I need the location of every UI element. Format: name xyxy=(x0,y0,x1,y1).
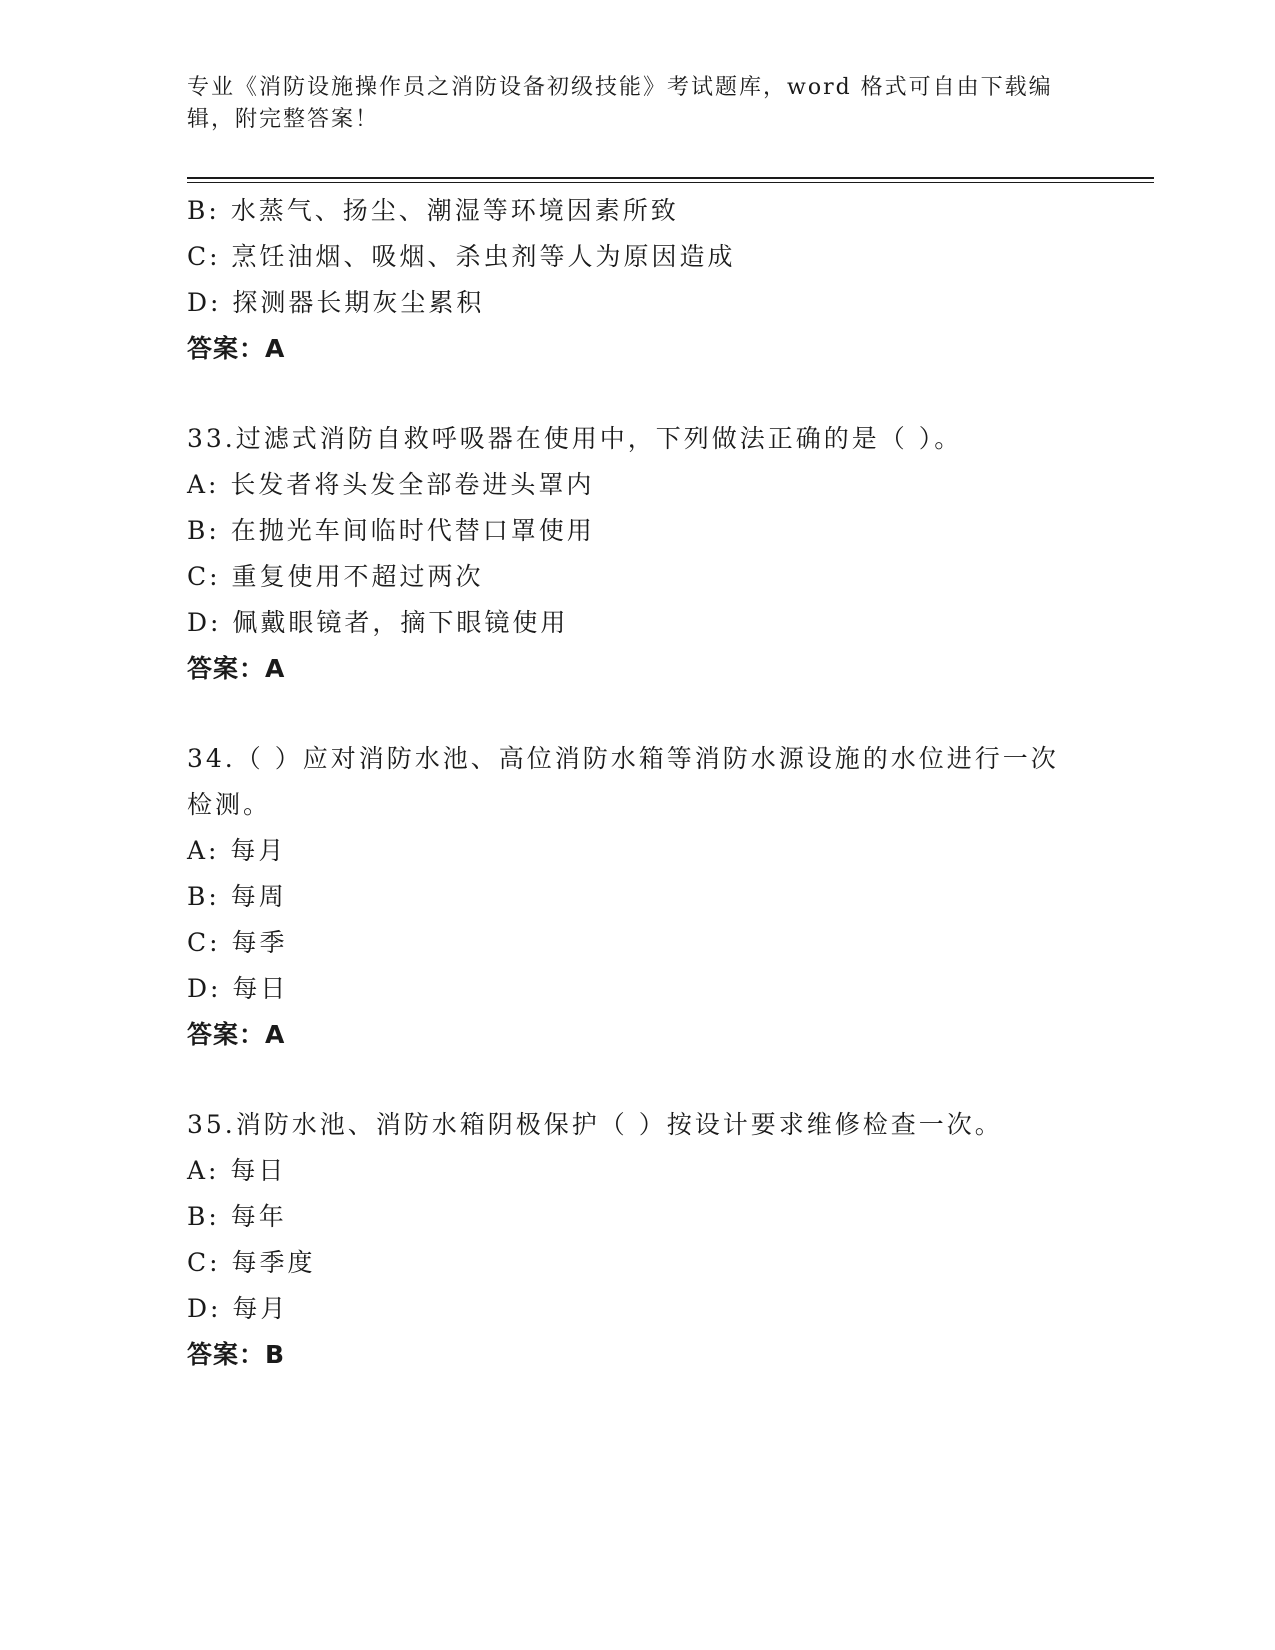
option-d: D: 每日 xyxy=(187,974,289,1003)
header-rule-thin xyxy=(187,182,1154,183)
option-a: A: 每日 xyxy=(187,1156,287,1185)
question-35-block xyxy=(187,1102,1087,1378)
answer-label: 答案：B xyxy=(187,1340,286,1369)
option-b: B: 每周 xyxy=(187,882,287,911)
option-d: D: 每月 xyxy=(187,1294,289,1323)
spacer xyxy=(187,372,1087,416)
header-rule-thick xyxy=(187,177,1154,179)
answer-label: 答案：A xyxy=(187,1020,286,1049)
option-b: B: 在抛光车间临时代替口罩使用 xyxy=(187,516,595,545)
option-d: D: 佩戴眼镜者，摘下眼镜使用 xyxy=(187,608,569,637)
option-c: C: 每季 xyxy=(187,928,288,957)
option-a: A: 每月 xyxy=(187,836,287,865)
question-text: 34.（ ）应对消防水池、高位消防水箱等消防水源设施的水位进行一次检测。 xyxy=(187,744,1059,819)
question-text: 35.消防水池、消防水箱阴极保护（ ）按设计要求维修检查一次。 xyxy=(187,1110,1003,1139)
question-33-block xyxy=(187,416,1087,692)
option-a: A: 长发者将头发全部卷进头罩内 xyxy=(187,470,595,499)
option-b: B: 水蒸气、扬尘、潮湿等环境因素所致 xyxy=(187,196,679,225)
question-text: 33.过滤式消防自救呼吸器在使用中，下列做法正确的是（ ）。 xyxy=(187,424,963,453)
option-c: C: 重复使用不超过两次 xyxy=(187,562,484,591)
spacer xyxy=(187,1058,1087,1102)
spacer xyxy=(187,692,1087,736)
question-32-block xyxy=(187,188,1087,372)
answer-label: 答案：A xyxy=(187,654,286,683)
answer-label: 答案：A xyxy=(187,334,286,363)
option-b: B: 每年 xyxy=(187,1202,287,1231)
question-34-block xyxy=(187,736,1087,1058)
option-c: C: 每季度 xyxy=(187,1248,316,1277)
question-list xyxy=(187,188,1087,1378)
document-header: 专业《消防设施操作员之消防设备初级技能》考试题库，word 格式可自由下载编辑，附完整答案！ xyxy=(187,75,1053,132)
option-d: D: 探测器长期灰尘累积 xyxy=(187,288,485,317)
option-c: C: 烹饪油烟、吸烟、杀虫剂等人为原因造成 xyxy=(187,242,736,271)
